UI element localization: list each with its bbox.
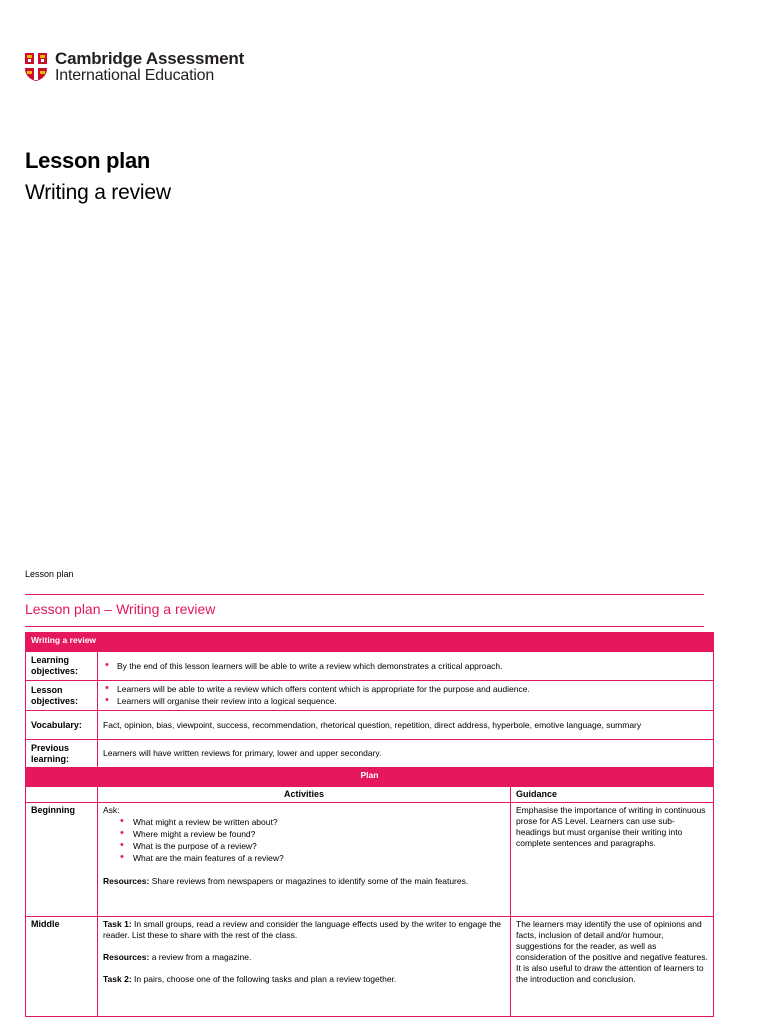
top-rule [25, 594, 704, 595]
ask-question-item: • Where might a review be found? [103, 829, 505, 840]
table-header: Writing a review [26, 633, 714, 652]
beginning-label: Beginning [26, 803, 98, 917]
ask-question-item: • What might a review be written about? [103, 817, 505, 828]
previous-learning-row [26, 740, 714, 768]
learning-objectives-cell [98, 652, 714, 681]
middle-guidance: The learners may identify the use of opinions and facts, inclusion of detail and/or humour, suggestions for the reader, as well as consideration of the positive and negative features. It is also useful to draw the attention of learners to the introduction and conclusion. [511, 917, 714, 1017]
vocabulary-text: Fact, opinion, bias, viewpoint, success, recommendation, rhetorical question, repetition, direct address, hyperbole, emotive language, summary [98, 711, 714, 740]
lesson-objectives-label: Lesson objectives: [26, 681, 98, 711]
beginning-activities [98, 803, 511, 917]
vocabulary-row [26, 711, 714, 740]
task2-label: Task 2: [103, 974, 132, 984]
resources-label: Resources: [103, 952, 150, 962]
beginning-guidance: Emphasise the importance of writing in continuous prose for AS Level. Learners can use sub-headings but must organise their writing into complete sentences and paragraphs. [511, 803, 714, 917]
section-heading: Lesson plan – Writing a review [25, 601, 216, 617]
cambridge-logo [24, 50, 244, 84]
lesson-plan-table [25, 632, 714, 1017]
ask-label: Ask: [103, 805, 120, 815]
plan-header: Plan [26, 768, 714, 787]
previous-learning-label: Previous learning: [26, 740, 98, 768]
cover-title: Lesson plan [25, 148, 151, 173]
cambridge-crest-icon [24, 52, 48, 82]
ask-questions-list [103, 817, 505, 864]
brand-name-line1: Cambridge Assessment [55, 49, 245, 68]
lesson-objective-item: • Learners will organise their review into a logical sequence. [103, 696, 708, 707]
task1-text: In small groups, read a review and consider the language effects used by the writer to engage the reader. List these to share with the rest of the class. [103, 919, 502, 940]
learning-objectives-label: Learning objectives: [26, 652, 98, 681]
task2-text: In pairs, choose one of the following tasks and plan a review together. [134, 974, 397, 984]
lesson-objectives-cell [98, 681, 714, 711]
cover-subtitle: Writing a review [25, 181, 171, 204]
resources-text: a review from a magazine. [151, 952, 252, 962]
middle-resources [103, 952, 505, 963]
plan-column-header-row [26, 787, 714, 803]
previous-learning-text: Learners will have written reviews for primary, lower and upper secondary. [98, 740, 714, 768]
middle-row [26, 917, 714, 1017]
ask-question-item: • What is the purpose of a review? [103, 841, 505, 852]
task1-label: Task 1: [103, 919, 132, 929]
task1 [103, 919, 505, 941]
middle-label: Middle [26, 917, 98, 1017]
resources-label: Resources: [103, 876, 150, 886]
table-header-row [26, 633, 714, 652]
vocabulary-label: Vocabulary: [26, 711, 98, 740]
bottom-rule [25, 626, 704, 627]
resources-text: Share reviews from newspapers or magazines to identify some of the main features. [151, 876, 469, 886]
plan-header-row [26, 768, 714, 787]
running-head: Lesson plan [25, 569, 74, 579]
plan-stage-column-header [26, 787, 98, 803]
beginning-resources [103, 876, 505, 887]
lesson-objectives-row [26, 681, 714, 711]
lesson-objective-item: • Learners will be able to write a review which offers content which is appropriate for the purpose and audience. [103, 684, 708, 695]
ask-question-item: • What are the main features of a review? [103, 853, 505, 864]
middle-activities [98, 917, 511, 1017]
guidance-column-header: Guidance [511, 787, 714, 803]
learning-objectives-row [26, 652, 714, 681]
beginning-row [26, 803, 714, 917]
learning-objective-item: • By the end of this lesson learners will be able to write a review which demonstrates a critical approach. [103, 661, 708, 672]
activities-column-header: Activities [98, 787, 511, 803]
brand-name-line2: International Education [55, 67, 215, 84]
task2 [103, 974, 505, 985]
